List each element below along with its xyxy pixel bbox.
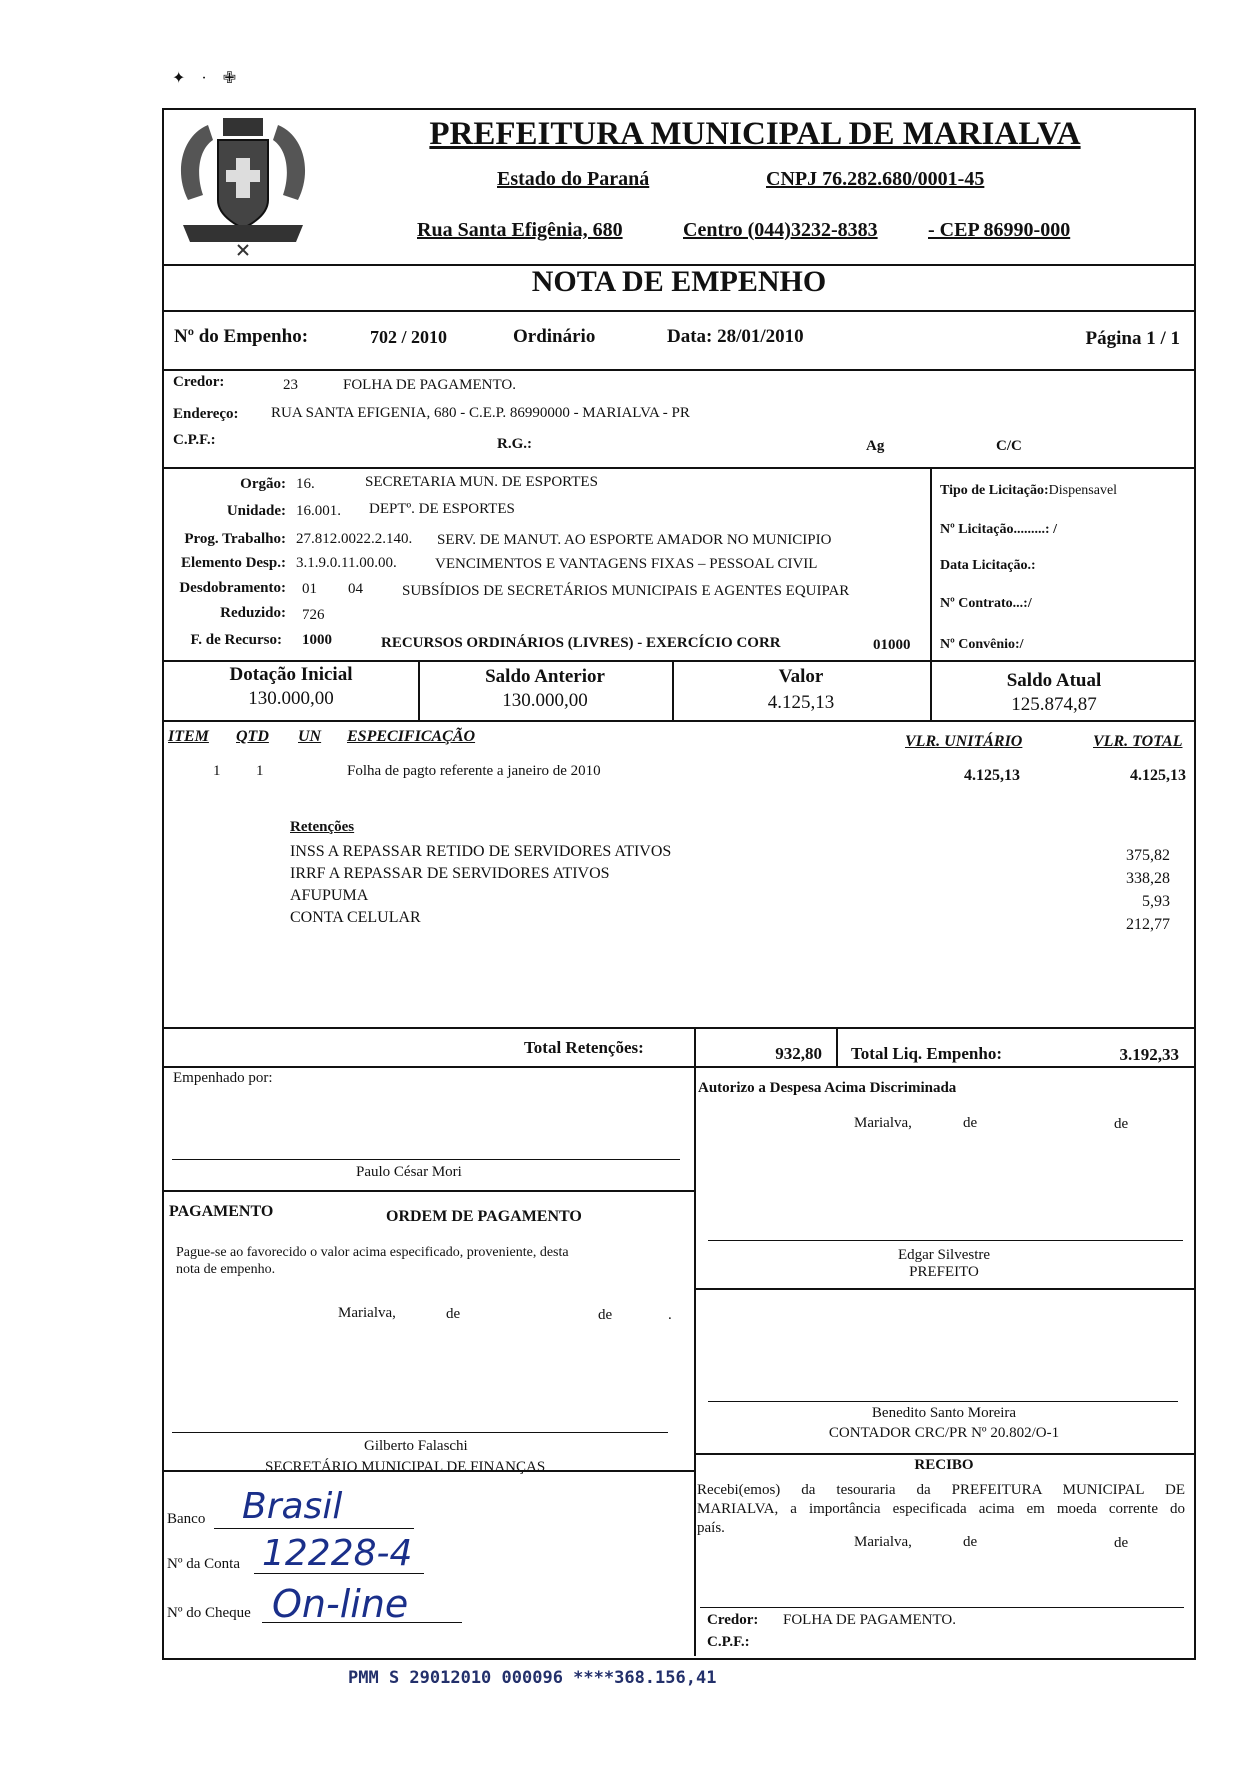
- secretario-role: SECRETÁRIO MUNICIPAL DE FINANÇAS: [265, 1459, 546, 1475]
- prog-name: SERV. DE MANUT. AO ESPORTE AMADOR NO MUNICIPIO: [437, 532, 832, 548]
- recibo-text-3: país.: [697, 1520, 725, 1536]
- municipal-coat-of-arms-icon: [168, 110, 318, 260]
- total-retencoes-label: Total Retenções:: [524, 1038, 644, 1057]
- endereco-value: RUA SANTA EFIGENIA, 680 - C.E.P. 86990000 - MARIALVA - PR: [271, 405, 690, 421]
- desdobramento-code2: 04: [348, 581, 363, 597]
- recibo-text-2: MARIALVA, a importância especificada acima em moeda corrente do: [697, 1501, 1185, 1517]
- phone-label: Centro (044)3232-8383: [683, 219, 878, 241]
- total-retencoes-value: 932,80: [775, 1044, 822, 1063]
- conta-handwritten: 12228-4: [262, 1533, 413, 1574]
- recurso-label: F. de Recurso:: [190, 632, 282, 648]
- desdobramento-name: SUBSÍDIOS DE SECRETÁRIOS MUNICIPAIS E AGENTES EQUIPAR: [402, 583, 850, 599]
- banco-handwritten: Brasil: [242, 1486, 343, 1527]
- reduzido-code: 726: [302, 607, 325, 623]
- tipo-licitacao: Tipo de Licitação:Dispensavel: [940, 483, 1118, 498]
- numero-convenio: Nº Convênio:/: [940, 637, 1024, 652]
- pagamento-label: PAGAMENTO: [169, 1203, 274, 1220]
- desdobramento-code1: 01: [302, 581, 317, 597]
- contador-signer: Benedito Santo Moreira: [871, 1405, 1017, 1421]
- saldo-anterior-label: Saldo Anterior: [485, 666, 605, 687]
- item-number: 1: [213, 763, 221, 779]
- address-label: Rua Santa Efigênia, 680: [417, 219, 623, 241]
- numero-licitacao: Nº Licitação.........: /: [940, 522, 1057, 537]
- banco-label: Banco: [167, 1511, 206, 1527]
- recurso-name: RECURSOS ORDINÁRIOS (LIVRES) - EXERCÍCIO CORR: [381, 635, 781, 651]
- prefeito-role: PREFEITO: [909, 1264, 979, 1280]
- empenhado-por-label: Empenhado por:: [173, 1070, 273, 1086]
- retencao-label-afupuma: AFUPUMA: [290, 887, 369, 904]
- orgao-code: 16.: [296, 476, 315, 492]
- cnpj-label: CNPJ 76.282.680/0001-45: [766, 168, 985, 190]
- item-vlr-unitario: 4.125,13: [964, 767, 1020, 784]
- cheque-handwritten: On-line: [272, 1582, 409, 1626]
- valor-value: 4.125,13: [767, 692, 835, 713]
- retencao-label-inss: INSS A REPASSAR RETIDO DE SERVIDORES ATIVOS: [290, 843, 672, 860]
- empenhado-por-signer: Paulo César Mori: [356, 1164, 462, 1180]
- elemento-name: VENCIMENTOS E VANTAGENS FIXAS – PESSOAL CIVIL: [435, 556, 818, 572]
- elemento-label: Elemento Desp.:: [181, 555, 286, 571]
- total-liquido-label: Total Liq. Empenho:: [851, 1044, 1002, 1063]
- empenho-number: 702 / 2010: [370, 327, 448, 347]
- pagamento-text-1: Pague-se ao favorecido o valor acima especificado, proveniente, desta: [176, 1245, 569, 1260]
- state-label: Estado do Paraná: [497, 168, 650, 190]
- retencao-label-celular: CONTA CELULAR: [290, 909, 421, 926]
- recibo-title: RECIBO: [914, 1457, 974, 1473]
- payment-stamp: PMM S 29012010 000096 ****368.156,41: [348, 1668, 717, 1688]
- pagamento-text-2: nota de empenho.: [176, 1262, 276, 1277]
- saldo-anterior-value: 130.000,00: [502, 690, 588, 711]
- endereco-label: Endereço:: [173, 406, 239, 422]
- empenho-type: Ordinário: [513, 326, 596, 347]
- cpf-label: C.P.F.:: [173, 432, 216, 448]
- retencao-value-afupuma: 5,93: [1142, 893, 1170, 910]
- empenho-label: Nº do Empenho:: [174, 326, 309, 347]
- reduzido-label: Reduzido:: [220, 605, 286, 621]
- prefeitura-title: PREFEITURA MUNICIPAL DE MARIALVA: [429, 116, 1081, 152]
- autorizo-de2: de: [1114, 1116, 1129, 1132]
- retencoes-title: Retenções: [290, 819, 355, 835]
- retencao-value-inss: 375,82: [1126, 847, 1170, 864]
- rg-label: R.G.:: [497, 436, 532, 452]
- contador-role: CONTADOR CRC/PR Nº 20.802/O-1: [828, 1425, 1060, 1441]
- retencao-label-irrf: IRRF A REPASSAR DE SERVIDORES ATIVOS: [290, 865, 610, 882]
- saldo-atual-label: Saldo Atual: [1006, 670, 1102, 691]
- recibo-de1: de: [963, 1534, 978, 1550]
- saldo-atual-value: 125.874,87: [1011, 694, 1097, 715]
- prog-label: Prog. Trabalho:: [184, 531, 286, 547]
- recibo-credor-label: Credor:: [707, 1612, 759, 1628]
- item-vlr-total: 4.125,13: [1130, 767, 1186, 784]
- item-especificacao: Folha de pagto referente a janeiro de 2010: [347, 763, 601, 779]
- recibo-cpf-label: C.P.F.:: [707, 1634, 750, 1650]
- conta-label: Nº da Conta: [167, 1556, 240, 1572]
- retencao-value-celular: 212,77: [1126, 916, 1170, 933]
- autorizo-de1: de: [963, 1115, 978, 1131]
- secretario-signer: Gilberto Falaschi: [364, 1438, 468, 1454]
- recurso-code2: 01000: [873, 637, 911, 653]
- page-number: Página 1 / 1: [1085, 328, 1180, 349]
- orgao-label: Orgão:: [240, 476, 286, 492]
- cc-label: C/C: [996, 438, 1022, 454]
- doc-title: NOTA DE EMPENHO: [531, 265, 827, 298]
- unidade-name: DEPTº. DE ESPORTES: [369, 501, 515, 517]
- col-item: ITEM: [168, 728, 209, 745]
- autorizo-city: Marialva,: [854, 1115, 912, 1131]
- recibo-city: Marialva,: [854, 1534, 912, 1550]
- col-vlr-total: VLR. TOTAL: [1093, 733, 1183, 750]
- recibo-text-1: Recebi(emos) da tesouraria da PREFEITURA MUNICIPAL DE: [697, 1482, 1185, 1498]
- elemento-code: 3.1.9.0.11.00.00.: [296, 555, 397, 571]
- credor-label: Credor:: [173, 374, 225, 390]
- credor-name: FOLHA DE PAGAMENTO.: [343, 377, 516, 393]
- col-especificacao: ESPECIFICAÇÃO: [347, 728, 476, 745]
- desdobramento-label: Desdobramento:: [179, 580, 286, 596]
- col-qtd: QTD: [236, 728, 269, 745]
- pagamento-de2: de: [598, 1307, 613, 1323]
- credor-code: 23: [283, 377, 298, 393]
- empenho-date: Data: 28/01/2010: [667, 326, 804, 347]
- pagamento-de1: de: [446, 1306, 461, 1322]
- page-corner-mark: ✦ · ✙: [172, 70, 243, 87]
- pagamento-period: .: [668, 1307, 672, 1323]
- orgao-name: SECRETARIA MUN. DE ESPORTES: [365, 474, 598, 490]
- prefeito-signer: Edgar Silvestre: [897, 1247, 991, 1263]
- cheque-label: Nº do Cheque: [167, 1605, 251, 1621]
- numero-contrato: Nº Contrato...:/: [940, 596, 1032, 611]
- dotacao-inicial-value: 130.000,00: [248, 688, 334, 709]
- total-liquido-value: 3.192,33: [1119, 1045, 1179, 1064]
- col-vlr-unitario: VLR. UNITÁRIO: [905, 733, 1023, 750]
- recurso-code: 1000: [302, 632, 332, 648]
- recibo-credor-name: FOLHA DE PAGAMENTO.: [783, 1612, 956, 1628]
- recibo-de2: de: [1114, 1535, 1129, 1551]
- ordem-pagamento-label: ORDEM DE PAGAMENTO: [386, 1208, 582, 1225]
- col-un: UN: [298, 728, 322, 745]
- ag-label: Ag: [866, 438, 885, 454]
- retencao-value-irrf: 338,28: [1126, 870, 1170, 887]
- prog-code: 27.812.0022.2.140.: [296, 531, 413, 547]
- valor-label: Valor: [778, 666, 824, 687]
- autorizo-title: Autorizo a Despesa Acima Discriminada: [698, 1080, 957, 1096]
- data-licitacao: Data Licitação.:: [940, 558, 1036, 573]
- unidade-code: 16.001.: [296, 503, 341, 519]
- cep-label: - CEP 86990-000: [928, 219, 1071, 241]
- item-qtd: 1: [256, 763, 264, 779]
- unidade-label: Unidade:: [226, 503, 286, 519]
- pagamento-city: Marialva,: [338, 1305, 396, 1321]
- dotacao-inicial-label: Dotação Inicial: [229, 664, 353, 685]
